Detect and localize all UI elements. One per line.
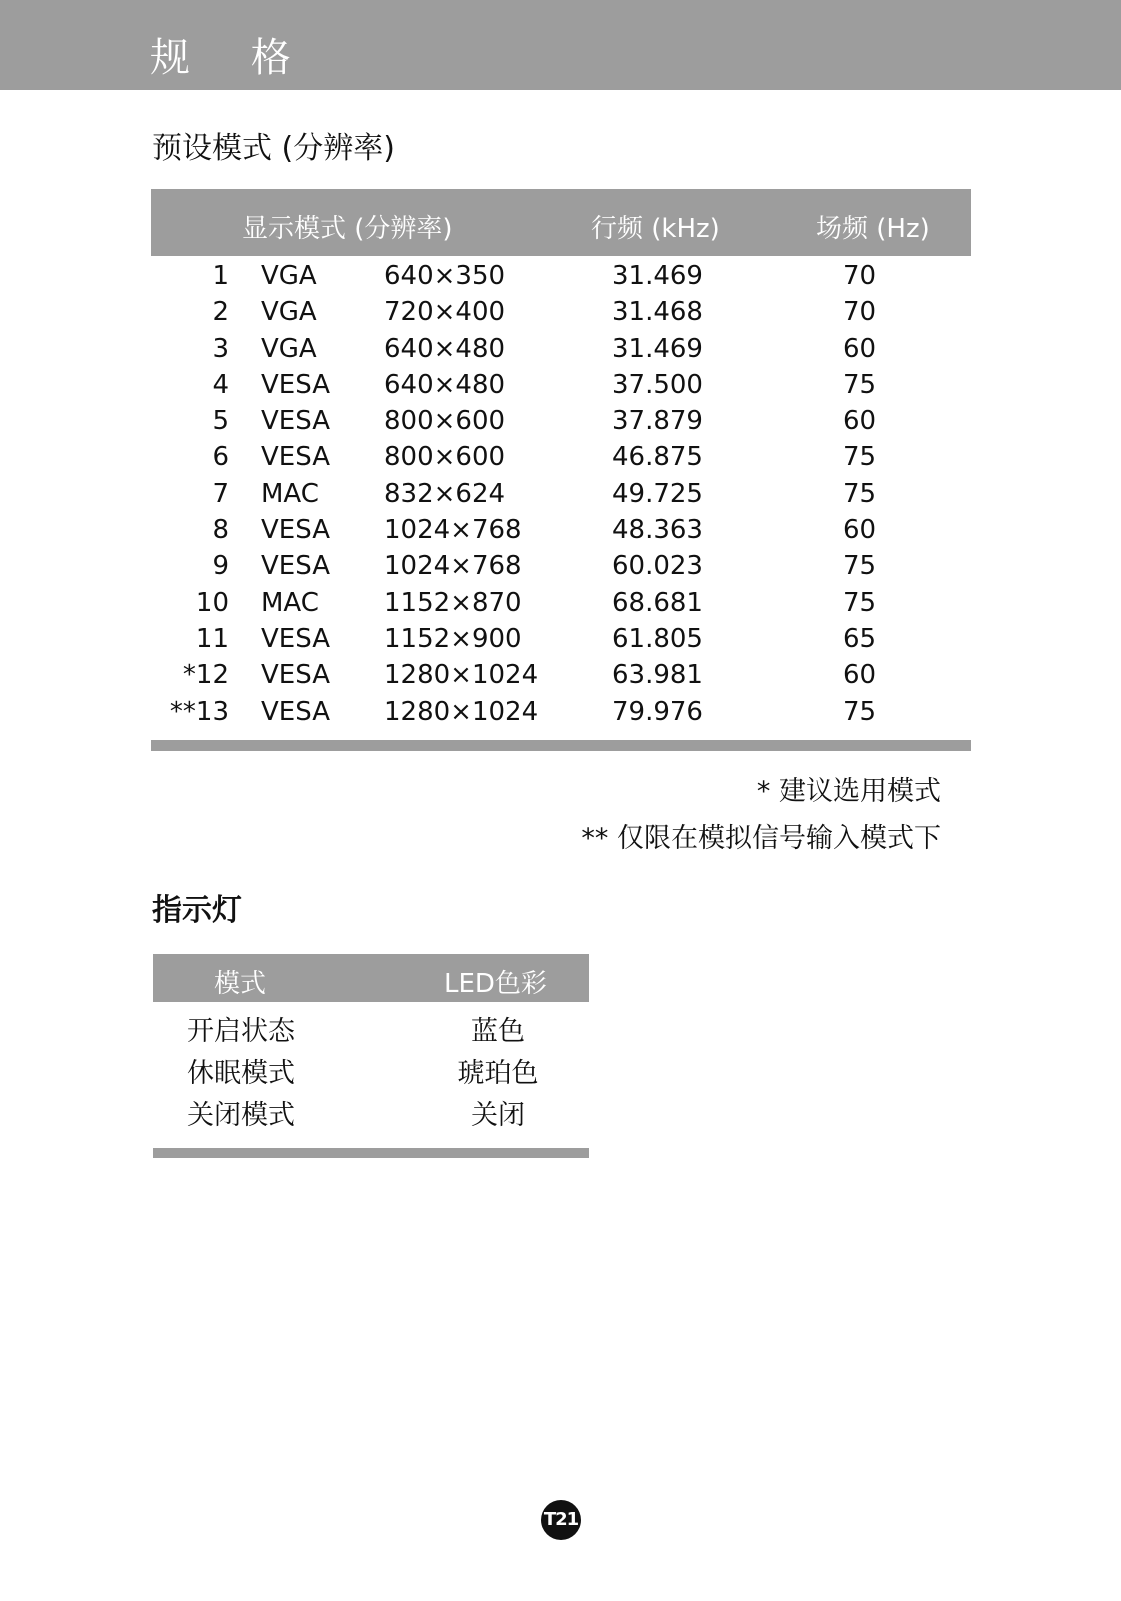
page-title: 规 格 <box>150 35 315 81</box>
row-h-freq: 63.981 <box>612 660 703 691</box>
row-standard: VESA <box>261 442 330 473</box>
row-v-freq: 75 <box>843 369 877 400</box>
row-h-freq: 61.805 <box>612 623 703 654</box>
row-h-freq: 60.023 <box>612 551 703 582</box>
table-row <box>153 1053 589 1095</box>
header-mode: 显示模式 (分辨率) <box>242 214 453 244</box>
row-standard: VESA <box>261 551 330 582</box>
table-row <box>151 512 971 548</box>
table-row <box>153 1095 589 1137</box>
row-h-freq: 31.468 <box>612 297 703 328</box>
table-row <box>151 694 971 730</box>
row-standard: VGA <box>261 297 317 328</box>
row-number: 2 <box>212 297 229 328</box>
row-h-freq: 31.469 <box>612 261 703 291</box>
header-led-color: LED色彩 <box>444 969 547 999</box>
row-v-freq: 75 <box>843 696 877 727</box>
table-row <box>151 294 971 330</box>
row-standard: VESA <box>261 369 330 400</box>
row-h-freq: 31.469 <box>612 333 703 364</box>
row-number: 1 <box>212 261 229 291</box>
row-number: 3 <box>212 333 229 364</box>
row-standard: VESA <box>261 406 330 437</box>
table-row <box>151 476 971 512</box>
row-h-freq: 79.976 <box>612 696 703 727</box>
page-number-badge: T21 <box>541 1500 581 1540</box>
row-number: 7 <box>212 478 229 509</box>
table-row <box>151 403 971 439</box>
row-number: 4 <box>212 369 229 400</box>
table-row <box>151 621 971 657</box>
row-h-freq: 37.500 <box>612 369 703 400</box>
row-standard: VGA <box>261 261 317 291</box>
row-h-freq: 49.725 <box>612 478 703 509</box>
row-v-freq: 60 <box>843 406 877 437</box>
row-number: *12 <box>182 660 229 691</box>
row-resolution: 1152×900 <box>384 623 522 654</box>
row-v-freq: 65 <box>843 623 877 654</box>
preset-table-body <box>151 258 971 730</box>
row-standard: MAC <box>261 587 319 618</box>
row-resolution: 1152×870 <box>384 587 522 618</box>
row-number: 6 <box>212 442 229 473</box>
led-color: 关闭 <box>471 1100 525 1131</box>
table-row <box>151 657 971 693</box>
row-v-freq: 60 <box>843 515 877 546</box>
row-h-freq: 68.681 <box>612 587 703 618</box>
row-number: 9 <box>212 551 229 582</box>
row-number: 10 <box>195 587 229 618</box>
row-v-freq: 75 <box>843 478 877 509</box>
row-h-freq: 37.879 <box>612 406 703 437</box>
preset-table-bottom-rule <box>151 740 971 751</box>
led-table-bottom-rule <box>153 1148 589 1158</box>
row-resolution: 800×600 <box>384 406 506 437</box>
row-v-freq: 60 <box>843 333 877 364</box>
row-v-freq: 60 <box>843 660 877 691</box>
header-h-freq: 行频 (kHz) <box>591 214 720 244</box>
led-mode: 休眠模式 <box>187 1058 295 1089</box>
preset-notes <box>581 768 941 862</box>
row-v-freq: 75 <box>843 442 877 473</box>
header-v-freq: 场频 (Hz) <box>816 214 930 244</box>
row-resolution: 640×480 <box>384 333 506 364</box>
row-v-freq: 75 <box>843 587 877 618</box>
row-resolution: 1280×1024 <box>384 660 539 691</box>
preset-table-header <box>151 189 971 256</box>
led-table-body <box>153 1011 589 1137</box>
row-standard: MAC <box>261 478 319 509</box>
row-resolution: 720×400 <box>384 297 506 328</box>
table-row <box>151 367 971 403</box>
row-number: 5 <box>212 406 229 437</box>
row-standard: VESA <box>261 660 330 691</box>
row-v-freq: 75 <box>843 551 877 582</box>
note-recommended: * 建议选用模式 <box>756 776 941 807</box>
table-row <box>153 1011 589 1053</box>
row-number: **13 <box>169 696 229 727</box>
row-v-freq: 70 <box>843 297 877 328</box>
row-h-freq: 48.363 <box>612 515 703 546</box>
led-mode: 开启状态 <box>187 1016 295 1047</box>
led-mode: 关闭模式 <box>187 1100 295 1131</box>
led-table-header <box>153 954 589 1002</box>
row-v-freq: 70 <box>843 261 877 291</box>
preset-section-title: 预设模式 (分辨率) <box>152 131 395 166</box>
row-h-freq: 46.875 <box>612 442 703 473</box>
row-resolution: 800×600 <box>384 442 506 473</box>
row-resolution: 1024×768 <box>384 551 522 582</box>
table-row <box>151 439 971 475</box>
row-resolution: 640×350 <box>384 261 506 291</box>
row-resolution: 1024×768 <box>384 515 522 546</box>
row-standard: VESA <box>261 515 330 546</box>
led-section-title: 指示灯 <box>152 893 242 928</box>
header-led-mode: 模式 <box>214 969 267 999</box>
table-row <box>151 331 971 367</box>
row-number: 11 <box>195 623 229 654</box>
row-resolution: 1280×1024 <box>384 696 539 727</box>
led-color: 琥珀色 <box>457 1058 539 1089</box>
header-bar <box>0 0 1121 90</box>
row-resolution: 832×624 <box>384 478 506 509</box>
row-standard: VESA <box>261 623 330 654</box>
row-resolution: 640×480 <box>384 369 506 400</box>
note-analog-only: ** 仅限在模拟信号输入模式下 <box>581 823 941 854</box>
row-standard: VGA <box>261 333 317 364</box>
row-number: 8 <box>212 515 229 546</box>
table-row <box>151 258 971 294</box>
table-row <box>151 548 971 584</box>
table-row <box>151 585 971 621</box>
led-color: 蓝色 <box>471 1016 525 1047</box>
row-standard: VESA <box>261 696 330 727</box>
